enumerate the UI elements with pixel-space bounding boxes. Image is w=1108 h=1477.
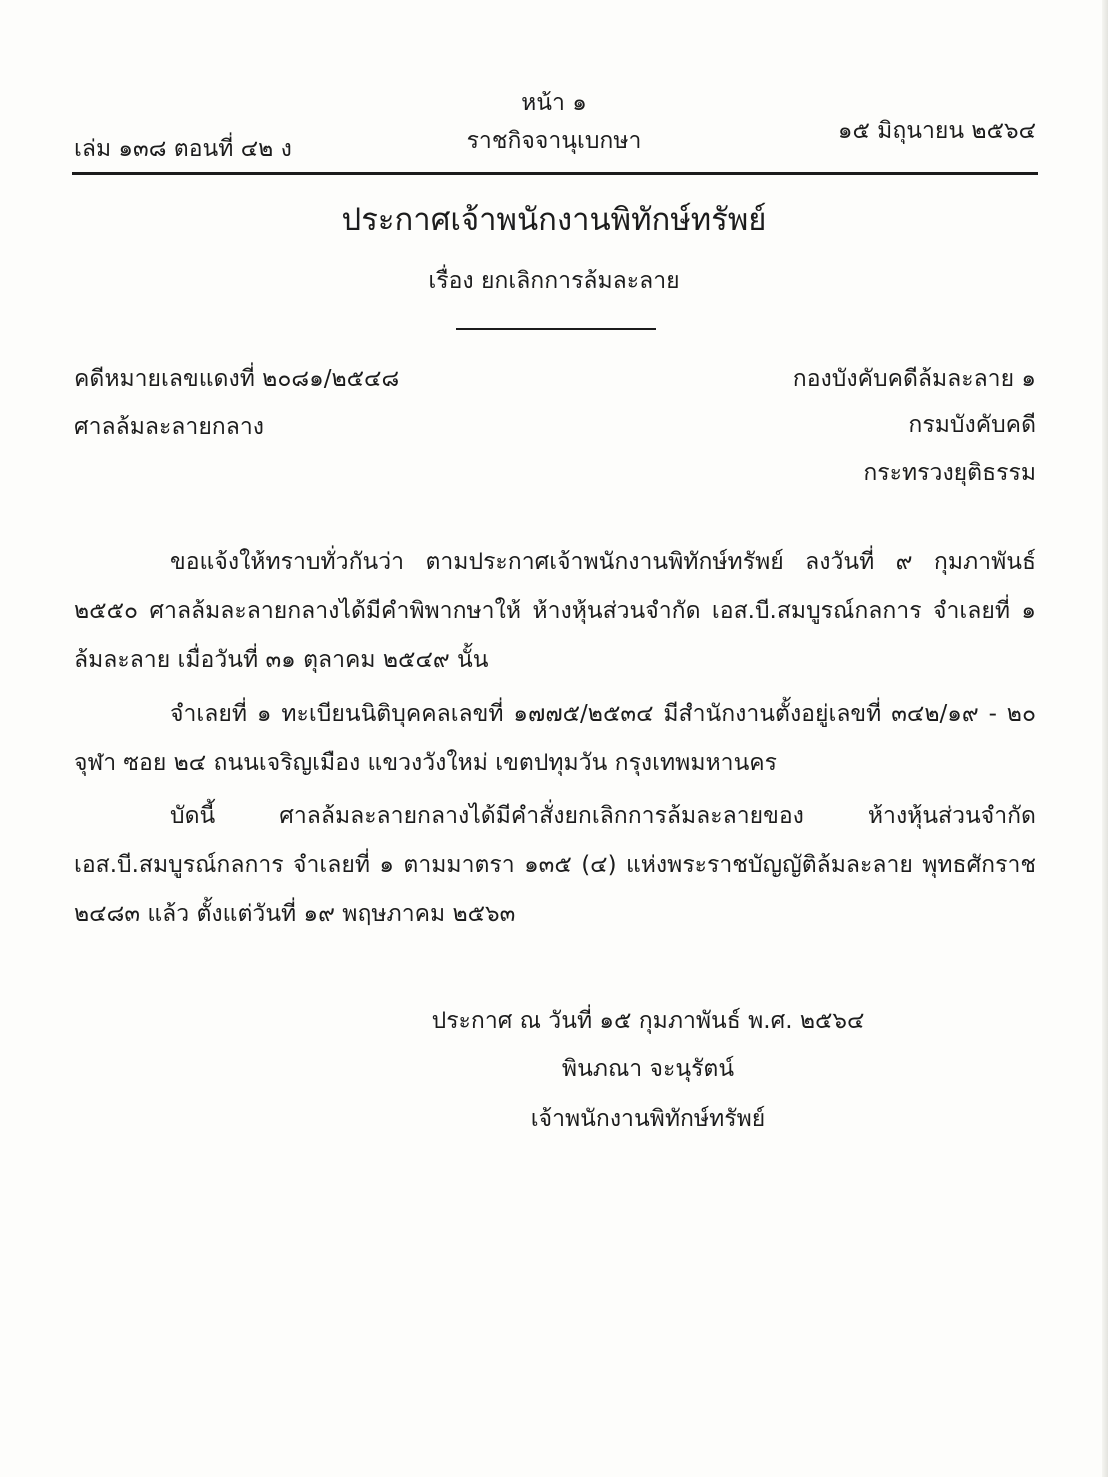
office-division: กองบังคับคดีล้มละลาย ๑ [792,366,1036,392]
red-case-number: คดีหมายเลขแดงที่ ๒๐๘๑/๒๕๔๘ [74,366,400,392]
gazette-name: ราชกิจจานุเบกษา [466,128,642,154]
body-paragraph-2: จำเลยที่ ๑ ทะเบียนนิติบุคคลเลขที่ ๑๗๗๕/๒๕๓๔ มีสำนักงานตั้งอยู่เลขที่ ๓๔๒/๑๙ - ๒๐ จุฬา ซอย ๒๔ ถนนเจริญเมือง แขวงวังใหม่ เขตปทุมวัน กรุงเทพมหานคร [74,701,1036,776]
court-name: ศาลล้มละลายกลาง [74,414,264,440]
page-title: ประกาศเจ้าพนักงานพิทักษ์ทรัพย์ [341,202,767,238]
announcement-date: ประกาศ ณ วันที่ ๑๕ กุมภาพันธ์ พ.ศ. ๒๕๖๔ [431,1008,865,1034]
header-rule [72,172,1038,175]
page-number: หน้า ๑ [521,90,587,116]
subject-line: เรื่อง ยกเลิกการล้มละลาย [428,268,680,294]
body-paragraph-1: ขอแจ้งให้ทราบทั่วกันว่า ตามประกาศเจ้าพนักงานพิทักษ์ทรัพย์ ลงวันที่ ๙ กุมภาพันธ์ ๒๕๕๐ ศาลล้มละลายกลางได้มีคำพิพากษาให้ ห้างหุ้นส่วนจำกัด เอส.บี.สมบูรณ์กลการ จำเลยที่ ๑ ล้มละลาย เมื่อวันที่ ๓๑ ตุลาคม ๒๕๔๙ นั้น [74,549,1036,673]
volume-issue: เล่ม ๑๓๘ ตอนที่ ๔๒ ง [74,136,292,162]
title-divider [456,328,656,330]
publication-date: ๑๕ มิถุนายน ๒๕๖๔ [837,118,1036,144]
signatory-position: เจ้าพนักงานพิทักษ์ทรัพย์ [530,1106,766,1132]
office-department: กรมบังคับคดี [908,412,1036,438]
signatory-name: พินภณา จะนุรัตน์ [561,1056,735,1082]
page-edge-shadow [1102,0,1108,1477]
body-paragraph-3: บัดนี้ ศาลล้มละลายกลางได้มีคำสั่งยกเลิกการล้มละลายของ ห้างหุ้นส่วนจำกัด เอส.บี.สมบูรณ์กลการ จำเลยที่ ๑ ตามมาตรา ๑๓๕ (๔) แห่งพระราชบัญญัติล้มละลาย พุทธศักราช ๒๔๘๓ แล้ว ตั้งแต่วันที่ ๑๙ พฤษภาคม ๒๕๖๓ [74,803,1036,927]
office-ministry: กระทรวงยุติธรรม [863,460,1036,486]
